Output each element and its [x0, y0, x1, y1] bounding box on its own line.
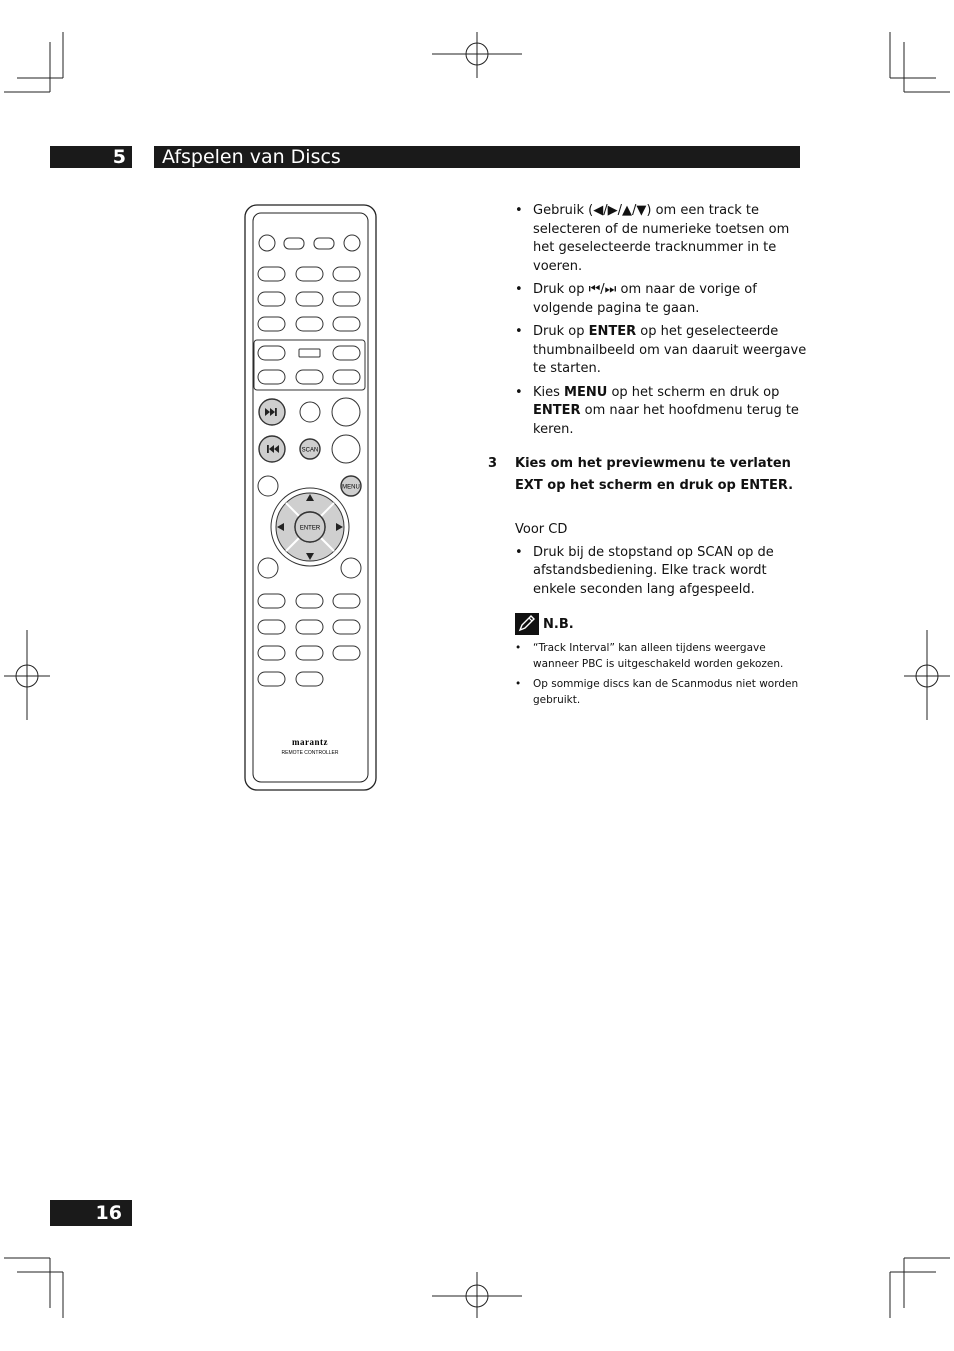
note-item: • “Track Interval” kan alleen tijdens weergave wanneer PBC is uitgeschakeld worden gekozen.	[488, 641, 808, 672]
note-label: N.B.	[543, 617, 574, 632]
note-item: • Op sommige discs kan de Scanmodus niet worden gebruikt.	[488, 677, 808, 708]
chapter-number: 5	[50, 146, 132, 168]
remote-illustration	[244, 204, 378, 794]
instruction-bullet: • Gebruik (◀/▶/▲/▼) om een track te selecteren of de numerieke toetsen om het geselecteerde tracknummer in te voeren.	[488, 202, 808, 276]
cd-heading: Voor CD	[515, 522, 568, 537]
remote-scan-label: SCAN	[301, 447, 319, 454]
remote-menu-label: MENU	[342, 484, 360, 491]
page-number: 16	[50, 1200, 132, 1226]
instructions	[488, 202, 808, 713]
note-header	[488, 613, 808, 637]
remote-brand-sub: REMOTE CONTROLLER	[281, 750, 339, 756]
remote-enter-label: ENTER	[299, 525, 321, 532]
step-number: 3	[488, 456, 498, 471]
instruction-bullet: • Kies MENU op het scherm en druk op ENTER om naar het hoofdmenu terug te keren.	[488, 384, 808, 440]
cd-bullet: • Druk bij de stopstand op SCAN op de afstandsbediening. Elke track wordt enkele seconden lang afgespeeld.	[488, 544, 808, 600]
remote-button-power	[259, 235, 275, 251]
step-3	[488, 453, 808, 497]
note-list	[488, 641, 808, 708]
step-text: Kies om het previewmenu te verlaten EXT op het scherm en druk op ENTER.	[515, 456, 794, 493]
remote-brand-logo: marantz	[292, 737, 328, 747]
pencil-note-icon	[515, 613, 539, 635]
instruction-bullet: • Druk op ENTER op het geselecteerde thumbnailbeeld om van daaruit weergave te starten.	[488, 323, 808, 379]
instruction-bullet: • Druk op ⏮/⏭ om naar de vorige of volgende pagina te gaan.	[488, 281, 808, 318]
chapter-title: Afspelen van Discs	[154, 146, 800, 168]
